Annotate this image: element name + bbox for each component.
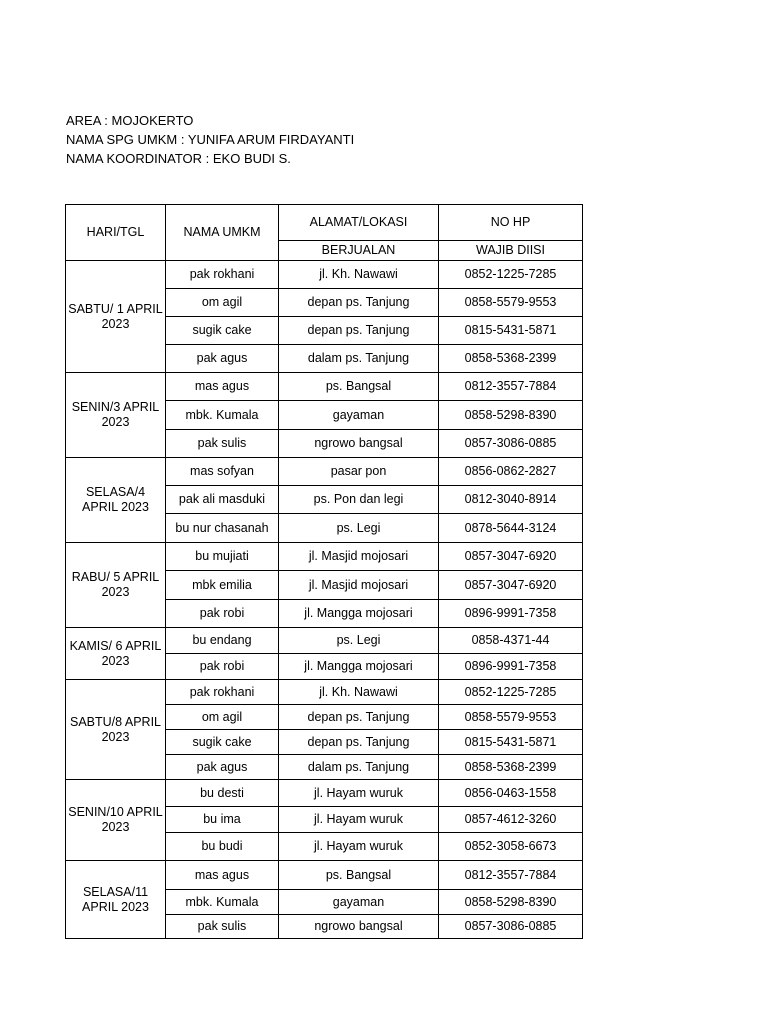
- day-date-cell: SENIN/10 APRIL 2023: [66, 780, 166, 861]
- area-line: AREA : MOJOKERTO: [66, 113, 194, 128]
- header-row: [66, 205, 583, 241]
- umkm-name-cell: pak rokhani: [166, 261, 279, 289]
- location-cell: jl. Kh. Nawawi: [279, 680, 439, 705]
- phone-cell: 0896-9991-7358: [439, 600, 583, 628]
- phone-cell: 0858-5579-9553: [439, 705, 583, 730]
- phone-cell: 0858-5579-9553: [439, 289, 583, 317]
- table-row: [66, 628, 583, 654]
- location-cell: depan ps. Tanjung: [279, 317, 439, 345]
- document-header: [66, 111, 354, 168]
- koordinator-line: NAMA KOORDINATOR : EKO BUDI S.: [66, 151, 291, 166]
- table-row: [66, 861, 583, 890]
- umkm-name-cell: bu mujiati: [166, 543, 279, 571]
- phone-cell: 0815-5431-5871: [439, 730, 583, 755]
- umkm-name-cell: pak rokhani: [166, 680, 279, 705]
- phone-cell: 0852-1225-7285: [439, 261, 583, 289]
- day-date-cell: SELASA/11 APRIL 2023: [66, 861, 166, 939]
- location-cell: ps. Bangsal: [279, 861, 439, 890]
- umkm-name-cell: pak ali masduki: [166, 486, 279, 514]
- day-date-cell: SABTU/8 APRIL 2023: [66, 680, 166, 780]
- phone-cell: 0857-3086-0885: [439, 430, 583, 458]
- umkm-name-cell: pak robi: [166, 654, 279, 680]
- phone-cell: 0858-5298-8390: [439, 401, 583, 430]
- location-cell: gayaman: [279, 890, 439, 915]
- day-date-cell: SELASA/4 APRIL 2023: [66, 458, 166, 543]
- location-cell: ps. Bangsal: [279, 373, 439, 401]
- header-berjualan: BERJUALAN: [279, 241, 439, 261]
- umkm-name-cell: sugik cake: [166, 317, 279, 345]
- table-row: [66, 680, 583, 705]
- umkm-name-cell: mbk emilia: [166, 571, 279, 600]
- phone-cell: 0858-5298-8390: [439, 890, 583, 915]
- location-cell: jl. Hayam wuruk: [279, 807, 439, 833]
- location-cell: jl. Kh. Nawawi: [279, 261, 439, 289]
- location-cell: depan ps. Tanjung: [279, 730, 439, 755]
- umkm-name-cell: bu budi: [166, 833, 279, 861]
- umkm-name-cell: om agil: [166, 705, 279, 730]
- phone-cell: 0812-3557-7884: [439, 373, 583, 401]
- phone-cell: 0852-3058-6673: [439, 833, 583, 861]
- location-cell: depan ps. Tanjung: [279, 705, 439, 730]
- location-cell: depan ps. Tanjung: [279, 289, 439, 317]
- location-cell: ngrowo bangsal: [279, 430, 439, 458]
- phone-cell: 0858-5368-2399: [439, 345, 583, 373]
- phone-cell: 0857-4612-3260: [439, 807, 583, 833]
- header-alamat-lokasi: ALAMAT/LOKASI: [279, 205, 439, 241]
- location-cell: jl. Masjid mojosari: [279, 571, 439, 600]
- phone-cell: 0812-3040-8914: [439, 486, 583, 514]
- umkm-name-cell: om agil: [166, 289, 279, 317]
- umkm-name-cell: mas agus: [166, 373, 279, 401]
- day-date-cell: SENIN/3 APRIL 2023: [66, 373, 166, 458]
- location-cell: dalam ps. Tanjung: [279, 755, 439, 780]
- umkm-name-cell: bu desti: [166, 780, 279, 807]
- phone-cell: 0878-5644-3124: [439, 514, 583, 543]
- phone-cell: 0852-1225-7285: [439, 680, 583, 705]
- umkm-name-cell: pak sulis: [166, 915, 279, 939]
- table-row: [66, 261, 583, 289]
- schedule-table: [65, 204, 583, 939]
- phone-cell: 0815-5431-5871: [439, 317, 583, 345]
- day-date-cell: SABTU/ 1 APRIL 2023: [66, 261, 166, 373]
- phone-cell: 0857-3047-6920: [439, 543, 583, 571]
- table-row: [66, 458, 583, 486]
- day-date-cell: RABU/ 5 APRIL 2023: [66, 543, 166, 628]
- location-cell: jl. Mangga mojosari: [279, 600, 439, 628]
- day-date-cell: KAMIS/ 6 APRIL 2023: [66, 628, 166, 680]
- phone-cell: 0858-4371-44: [439, 628, 583, 654]
- umkm-name-cell: bu endang: [166, 628, 279, 654]
- table-body: [66, 261, 583, 939]
- umkm-name-cell: bu ima: [166, 807, 279, 833]
- umkm-name-cell: pak agus: [166, 755, 279, 780]
- header-no-hp: NO HP: [439, 205, 583, 241]
- umkm-name-cell: sugik cake: [166, 730, 279, 755]
- table-row: [66, 543, 583, 571]
- table-row: [66, 780, 583, 807]
- location-cell: ps. Pon dan legi: [279, 486, 439, 514]
- location-cell: ngrowo bangsal: [279, 915, 439, 939]
- location-cell: jl. Hayam wuruk: [279, 780, 439, 807]
- umkm-name-cell: mbk. Kumala: [166, 401, 279, 430]
- phone-cell: 0896-9991-7358: [439, 654, 583, 680]
- location-cell: gayaman: [279, 401, 439, 430]
- phone-cell: 0857-3047-6920: [439, 571, 583, 600]
- umkm-name-cell: pak robi: [166, 600, 279, 628]
- location-cell: pasar pon: [279, 458, 439, 486]
- location-cell: dalam ps. Tanjung: [279, 345, 439, 373]
- umkm-name-cell: mbk. Kumala: [166, 890, 279, 915]
- header-nama-umkm: NAMA UMKM: [166, 205, 279, 261]
- phone-cell: 0857-3086-0885: [439, 915, 583, 939]
- spg-name-line: NAMA SPG UMKM : YUNIFA ARUM FIRDAYANTI: [66, 132, 355, 147]
- phone-cell: 0858-5368-2399: [439, 755, 583, 780]
- table-row: [66, 373, 583, 401]
- phone-cell: 0856-0463-1558: [439, 780, 583, 807]
- phone-cell: 0812-3557-7884: [439, 861, 583, 890]
- umkm-name-cell: pak agus: [166, 345, 279, 373]
- header-hari-tgl: HARI/TGL: [66, 205, 166, 261]
- location-cell: jl. Masjid mojosari: [279, 543, 439, 571]
- header-wajib-diisi: WAJIB DIISI: [439, 241, 583, 261]
- location-cell: jl. Mangga mojosari: [279, 654, 439, 680]
- phone-cell: 0856-0862-2827: [439, 458, 583, 486]
- location-cell: ps. Legi: [279, 514, 439, 543]
- umkm-name-cell: bu nur chasanah: [166, 514, 279, 543]
- umkm-name-cell: mas agus: [166, 861, 279, 890]
- umkm-name-cell: pak sulis: [166, 430, 279, 458]
- location-cell: jl. Hayam wuruk: [279, 833, 439, 861]
- umkm-name-cell: mas sofyan: [166, 458, 279, 486]
- location-cell: ps. Legi: [279, 628, 439, 654]
